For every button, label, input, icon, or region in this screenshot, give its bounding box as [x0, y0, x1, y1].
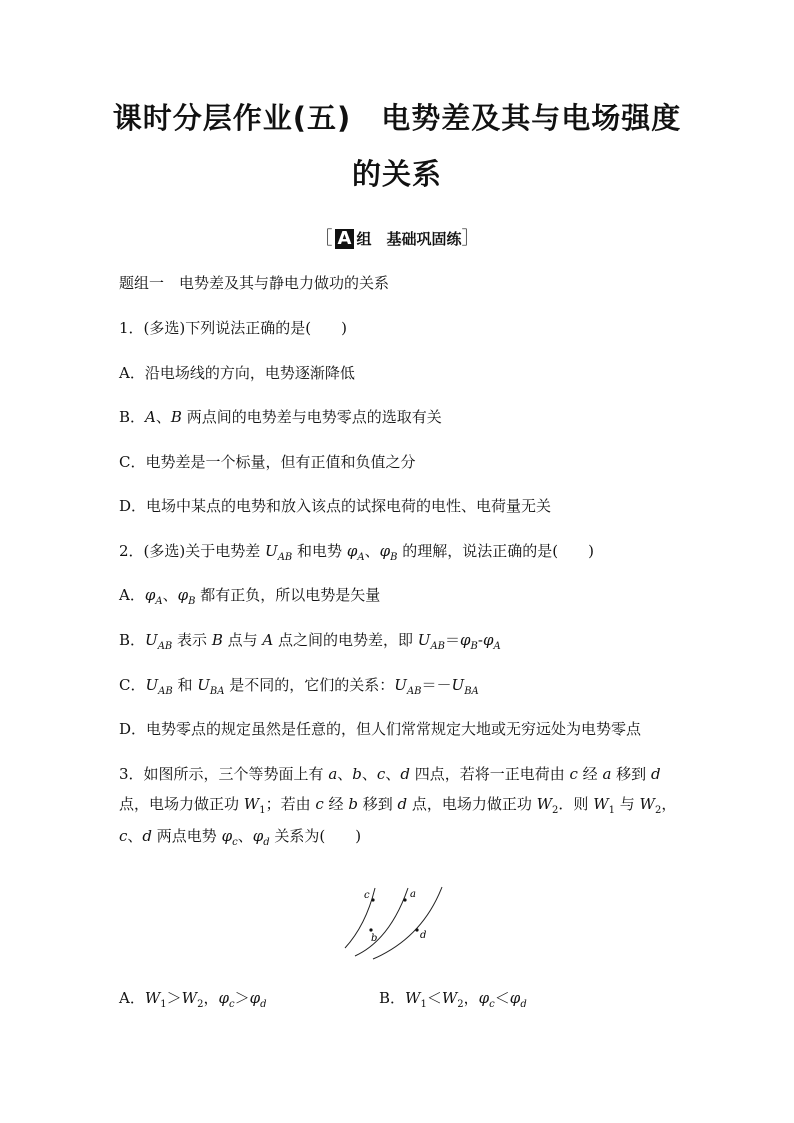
label-c: c — [364, 890, 370, 901]
equipotential-figure — [340, 880, 450, 960]
q2-option-b: B．$U_{AB}$ 表示 B 点与 A 点之间的电势差，即 $U_{AB}=\varphi_B-\varphi_A$ — [119, 631, 501, 652]
page-title-line-1: 课时分层作业(五) 电势差及其与电场强度 — [112, 101, 682, 135]
section-heading — [119, 273, 389, 293]
point-a-dot — [403, 898, 406, 901]
section-label: 题组一 电势差及其与静电力做功的关系 — [119, 274, 390, 292]
group-header — [0, 224, 794, 250]
label-b: b — [371, 933, 378, 944]
q2-stem: 2．(多选)关于电势差 $U_{AB}$ 和电势 $\varphi_A$、$\varphi_B$ 的理解，说法正确的是( ) — [119, 542, 594, 563]
label-a: a — [410, 889, 416, 900]
equipotential-arc-3 — [373, 887, 442, 959]
q3-stem-line-3: c、d 两点电势 $\varphi_c$、$\varphi_d$ 关系为( ) — [119, 827, 362, 848]
q1-option-b: B．A、B 两点间的电势差与电势零点的选取有关 — [119, 408, 442, 426]
q2-option-d: D．电势零点的规定虽然是任意的，但人们常常规定大地或无穷远处为电势零点 — [119, 720, 642, 738]
q1-stem: 1．(多选)下列说法正确的是( ) — [119, 319, 347, 337]
group-badge: A — [335, 229, 355, 249]
q2-option-a: A．$\varphi_A$、$\varphi_B$ 都有正负，所以电势是矢量 — [119, 586, 381, 607]
group-label: 组 基础巩固练 — [356, 230, 462, 248]
q1-option-a: A．沿电场线的方向，电势逐渐降低 — [119, 364, 355, 382]
point-b-dot — [369, 928, 372, 931]
group-open-bracket: ［ — [314, 228, 333, 249]
group-close-bracket: ］ — [461, 228, 480, 249]
q1-option-d: D．电场中某点的电势和放入该点的试探电荷的电性、电荷量无关 — [119, 497, 552, 515]
q2-option-c: C．$U_{AB}$ 和 $U_{BA}$ 是不同的，它们的关系：$U_{AB}=-U_{BA}$ — [119, 676, 479, 697]
q1-option-c: C．电势差是一个标量，但有正值和负值之分 — [119, 453, 416, 471]
point-c-dot — [371, 898, 374, 901]
q3-stem-line-1: 3．如图所示，三个等势面上有 a、b、c、d 四点，若将一正电荷由 c 经 a 移到 d — [119, 765, 661, 783]
label-d: d — [420, 930, 427, 941]
point-d-dot — [415, 928, 418, 931]
q3-option-a: A．$W_1>W_2$，$\varphi_c>\varphi_d$ — [119, 989, 267, 1010]
page-title-line-2: 的关系 — [351, 157, 442, 191]
q3-option-b: B．$W_1<W_2$，$\varphi_c<\varphi_d$ — [379, 989, 527, 1010]
q3-stem-line-2: 点，电场力做正功 $W_1$；若由 c 经 b 移到 d 点，电场力做正功 $W_2$．则 $W_1$ 与 $W_2$， — [119, 795, 677, 816]
